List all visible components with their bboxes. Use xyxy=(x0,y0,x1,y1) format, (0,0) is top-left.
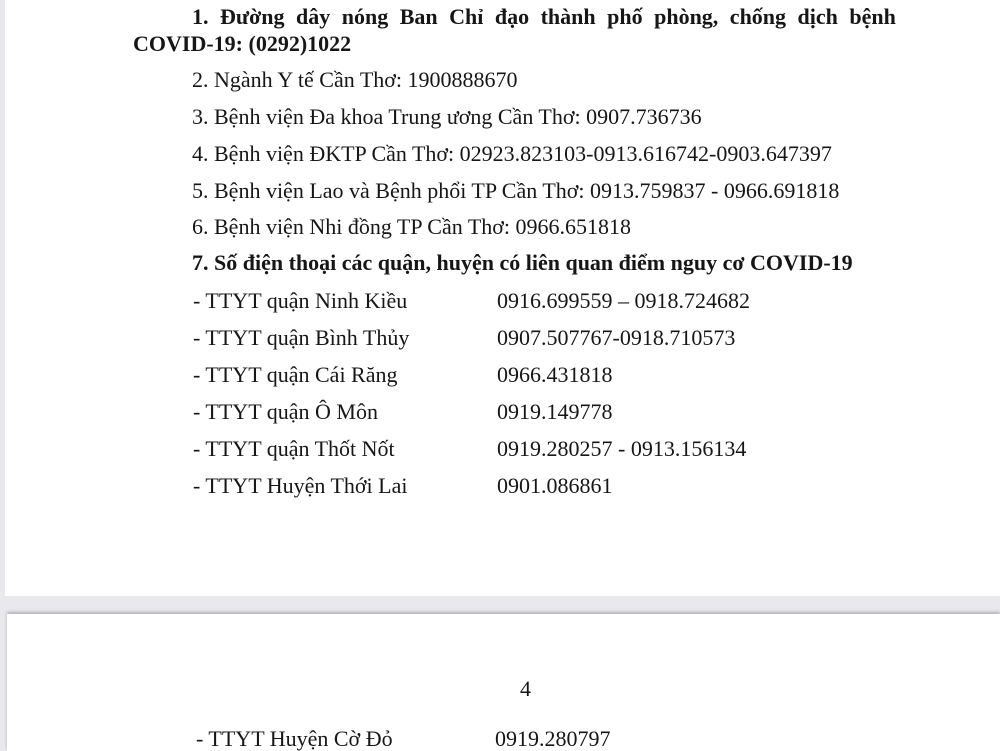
district-name: - TTYT quận Bình Thủy xyxy=(193,325,410,350)
district-phone: 0901.086861 xyxy=(497,473,613,498)
district-row xyxy=(193,436,747,462)
district-phone: 0919.280257 - 0913.156134 xyxy=(497,436,747,461)
hotline-item: 3. Bệnh viện Đa khoa Trung ương Cần Thơ: 0907.736736 xyxy=(192,104,702,129)
district-row xyxy=(193,362,613,388)
district-name: - TTYT quận Thốt Nốt xyxy=(193,436,395,461)
district-phone: 0919.280797 xyxy=(495,726,611,751)
document-page-next xyxy=(7,614,1000,751)
hotline-item: 6. Bệnh viện Nhi đồng TP Cần Thơ: 0966.651818 xyxy=(192,214,632,239)
district-name: - TTYT quận Ô Môn xyxy=(193,399,378,424)
district-name: - TTYT quận Cái Răng xyxy=(193,362,398,387)
heading-line-1: 1. Đường dây nóng Ban Chỉ đạo thành phố phòng, chống dịch bệnh xyxy=(192,4,896,29)
district-name: - TTYT Huyện Cờ Đỏ xyxy=(196,726,393,751)
district-phone: 0919.149778 xyxy=(497,399,613,424)
district-name: - TTYT Huyện Thới Lai xyxy=(193,473,408,498)
district-row xyxy=(193,473,613,499)
heading-line-2: COVID-19: (0292)1022 xyxy=(133,31,352,56)
hotline-item: 5. Bệnh viện Lao và Bệnh phổi TP Cần Thơ: 0913.759837 - 0966.691818 xyxy=(192,178,840,203)
page-number: 4 xyxy=(520,676,531,701)
hotline-item: 4. Bệnh viện ĐKTP Cần Thơ: 02923.823103-0913.616742-0903.647397 xyxy=(192,141,832,166)
hotline-item: 2. Ngành Y tế Cần Thơ: 1900888670 xyxy=(192,67,518,92)
district-row xyxy=(193,288,750,314)
district-row xyxy=(193,399,613,425)
district-row xyxy=(196,726,611,751)
document-page-current xyxy=(5,0,1000,596)
district-phone: 0916.699559 – 0918.724682 xyxy=(497,288,750,313)
district-name: - TTYT quận Ninh Kiều xyxy=(193,288,408,313)
section7-heading: 7. Số điện thoại các quận, huyện có liên quan điểm nguy cơ COVID-19 xyxy=(192,250,853,275)
district-phone: 0966.431818 xyxy=(497,362,613,387)
district-row xyxy=(193,325,736,351)
district-phone: 0907.507767-0918.710573 xyxy=(497,325,736,350)
